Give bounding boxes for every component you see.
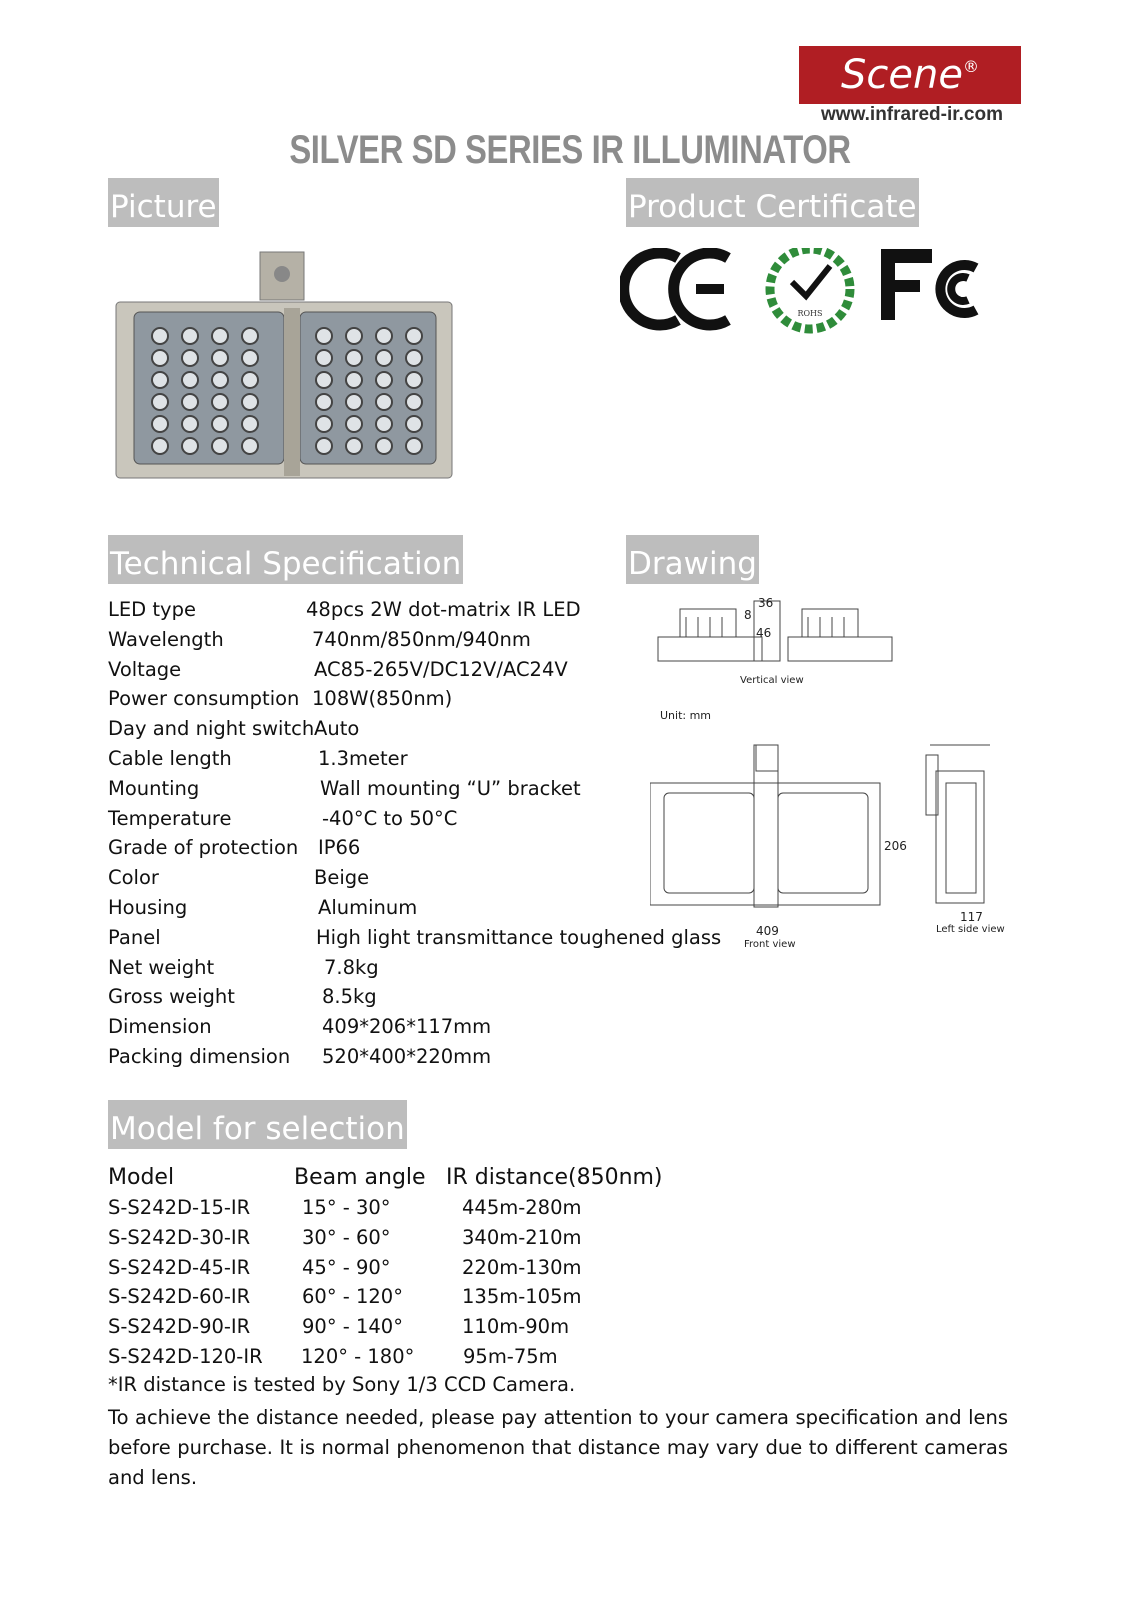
led xyxy=(406,438,422,454)
spec-value: IP66 xyxy=(318,836,361,860)
led xyxy=(242,416,258,432)
led xyxy=(152,394,168,410)
unit-label: Unit: mm xyxy=(660,709,712,722)
section-drawing: Drawing xyxy=(626,535,759,584)
beam-angle: 60° - 120° xyxy=(302,1285,403,1309)
spec-value: Aluminum xyxy=(318,896,418,919)
spec-label: Housing xyxy=(108,896,188,919)
spec-label: Packing dimension xyxy=(108,1045,291,1068)
spec-label: Wavelength xyxy=(108,627,224,651)
led xyxy=(182,438,198,454)
vertical-view xyxy=(658,601,892,661)
spec-value: 409*206*117mm xyxy=(322,1015,492,1039)
bracket-bolt xyxy=(274,266,290,282)
spec-value: Auto xyxy=(314,717,360,741)
led xyxy=(376,416,392,432)
spec-value: 1.3meter xyxy=(318,747,408,770)
spec-label: Net weight xyxy=(108,955,215,979)
beam-angle: 30° - 60° xyxy=(302,1225,391,1249)
ir-distance: 95m-75m xyxy=(463,1345,558,1368)
ir-distance: 340m-210m xyxy=(462,1225,582,1249)
spec-value: 48pcs 2W dot-matrix IR LED xyxy=(306,598,581,621)
led xyxy=(152,416,168,432)
spec-label: Mounting xyxy=(108,776,200,800)
led xyxy=(152,350,168,366)
ir-distance-header: IR distance(850nm) xyxy=(446,1165,663,1190)
left-side-view xyxy=(926,745,990,903)
section-tech-spec: Technical Specification xyxy=(108,535,463,584)
led xyxy=(316,438,332,454)
led xyxy=(242,328,258,344)
spec-value: 740nm/850nm/940nm xyxy=(312,627,531,651)
led xyxy=(212,350,228,366)
dim-46: 46 xyxy=(756,626,772,640)
spec-label: Gross weight xyxy=(108,985,235,1009)
led xyxy=(182,416,198,432)
spec-value: 8.5kg xyxy=(322,985,377,1009)
led xyxy=(182,328,198,344)
led xyxy=(212,438,228,454)
led xyxy=(212,394,228,410)
beam-angle: 120° - 180° xyxy=(301,1345,415,1368)
spec-label: Power consumption xyxy=(108,687,300,711)
spec-label: Day and night switch xyxy=(108,717,315,741)
led xyxy=(212,416,228,432)
led xyxy=(376,372,392,388)
brand-logo xyxy=(799,46,1021,104)
led xyxy=(316,350,332,366)
dim-206: 206 xyxy=(884,839,907,853)
registered-mark: ® xyxy=(962,57,979,76)
dim-36: 36 xyxy=(758,596,774,610)
led xyxy=(212,372,228,388)
spec-label: Voltage xyxy=(108,657,182,681)
led xyxy=(152,372,168,388)
led xyxy=(346,394,362,410)
spec-value: 7.8kg xyxy=(324,955,379,979)
led xyxy=(376,350,392,366)
led xyxy=(316,328,332,344)
led xyxy=(152,328,168,344)
model-header: Model xyxy=(108,1165,175,1190)
ir-distance: 220m-130m xyxy=(462,1255,582,1279)
led xyxy=(376,438,392,454)
spec-label: Dimension xyxy=(108,1015,212,1039)
model-name: S-S242D-60-IR xyxy=(108,1285,251,1309)
led xyxy=(406,328,422,344)
led xyxy=(316,394,332,410)
ir-distance: 135m-105m xyxy=(462,1285,582,1309)
model-name: S-S242D-90-IR xyxy=(108,1315,251,1339)
rohs-mark xyxy=(770,249,850,329)
led xyxy=(406,394,422,410)
led xyxy=(346,350,362,366)
led xyxy=(182,394,198,410)
spec-value: Beige xyxy=(314,866,370,890)
fcc-mark xyxy=(888,256,976,320)
spec-value: High light transmittance toughened glass xyxy=(316,925,722,949)
beam-angle-header: Beam angle xyxy=(294,1165,426,1190)
led xyxy=(346,372,362,388)
section-certificate: Product Certificate xyxy=(626,178,919,227)
dim-409: 409 xyxy=(756,924,779,938)
spec-value: AC85-265V/DC12V/AC24V xyxy=(314,657,568,681)
front-view-label: Front view xyxy=(744,939,796,950)
led xyxy=(182,372,198,388)
ce-mark xyxy=(624,253,728,325)
product-image xyxy=(112,248,462,488)
vertical-view-label: Vertical view xyxy=(740,675,804,686)
certificate-logos xyxy=(620,248,1010,338)
page-title: SILVER SD SERIES IR ILLUMINATOR xyxy=(289,128,851,172)
model-name: S-S242D-45-IR xyxy=(108,1255,251,1279)
led xyxy=(212,328,228,344)
center-hinge xyxy=(284,308,300,476)
led xyxy=(406,372,422,388)
led xyxy=(152,438,168,454)
led xyxy=(406,416,422,432)
beam-angle: 15° - 30° xyxy=(302,1196,391,1219)
led xyxy=(346,328,362,344)
ir-distance: 110m-90m xyxy=(462,1315,570,1339)
led xyxy=(316,372,332,388)
ir-distance: 445m-280m xyxy=(462,1196,582,1219)
led xyxy=(376,394,392,410)
led xyxy=(242,372,258,388)
spec-label: Grade of protection xyxy=(108,836,299,860)
spec-value: 108W(850nm) xyxy=(312,687,453,711)
spec-value: -40°C to 50°C xyxy=(322,806,458,830)
led xyxy=(182,350,198,366)
brand-name: Scene xyxy=(841,52,963,98)
front-view xyxy=(650,745,880,907)
spec-label: Panel xyxy=(108,925,161,949)
beam-angle: 90° - 140° xyxy=(302,1315,403,1339)
led xyxy=(316,416,332,432)
advice-note: To achieve the distance needed, please pay attention to your camera specification and lens before purchase. It is normal phenomenon that distance may vary due to different cameras and lens. xyxy=(108,1406,1008,1489)
spec-label: Cable length xyxy=(108,747,232,770)
led xyxy=(242,438,258,454)
led xyxy=(406,350,422,366)
section-picture: Picture xyxy=(108,178,219,227)
model-name: S-S242D-120-IR xyxy=(108,1345,263,1368)
spec-label: Temperature xyxy=(108,806,232,830)
rohs-text: ROHS xyxy=(797,309,823,318)
spec-value: 520*400*220mm xyxy=(322,1045,492,1068)
model-name: S-S242D-15-IR xyxy=(108,1196,251,1219)
footnote: *IR distance is tested by Sony 1/3 CCD Camera. xyxy=(108,1373,576,1396)
brand-url: www.infrared-ir.com xyxy=(821,104,1003,125)
model-name: S-S242D-30-IR xyxy=(108,1225,251,1249)
led xyxy=(376,328,392,344)
beam-angle: 45° - 90° xyxy=(302,1255,391,1279)
spec-value: Wall mounting “U” bracket xyxy=(320,776,581,800)
led xyxy=(346,416,362,432)
technical-drawing xyxy=(650,595,1020,955)
section-model-selection: Model for selection xyxy=(108,1100,407,1149)
led xyxy=(242,394,258,410)
dim-117: 117 xyxy=(960,910,983,924)
dim-8: 8 xyxy=(744,608,752,622)
led xyxy=(242,350,258,366)
spec-label: LED type xyxy=(108,598,196,621)
left-side-view-label: Left side view xyxy=(936,924,1005,935)
spec-label: Color xyxy=(108,866,159,890)
led xyxy=(346,438,362,454)
